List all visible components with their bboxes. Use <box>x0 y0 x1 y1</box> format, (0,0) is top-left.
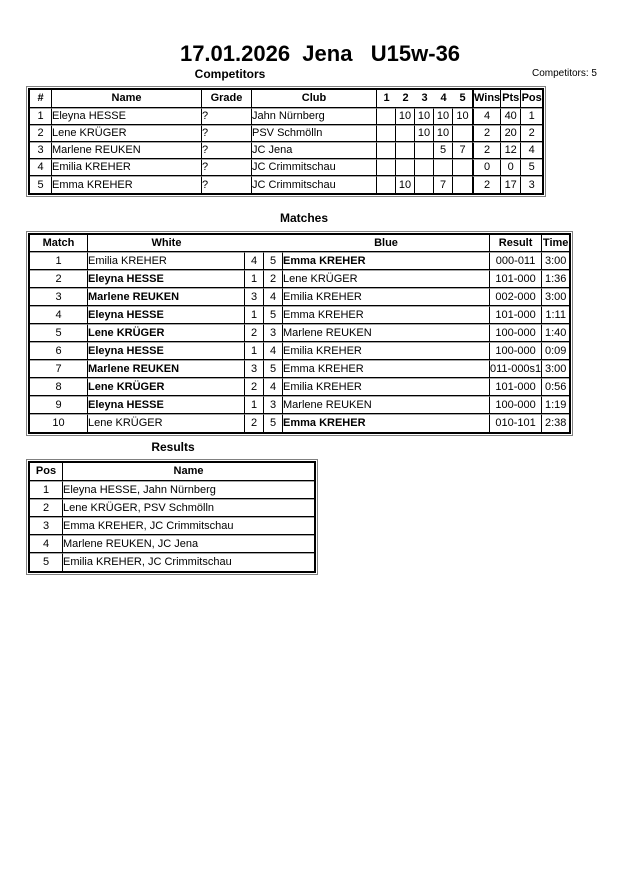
result-row <box>30 499 314 517</box>
blue-fighter-name: Emma KREHER <box>283 252 490 270</box>
competitor-club: JC Crimmitschau <box>252 176 377 193</box>
white-fighter-number: 1 <box>245 270 264 288</box>
white-fighter-name: Eleyna HESSE <box>88 306 245 324</box>
competitor-club: JC Jena <box>252 142 377 159</box>
score-vs-5 <box>453 159 472 176</box>
match-time: 1:36 <box>542 270 569 288</box>
competitors-table <box>28 88 544 195</box>
match-result: 101-000 <box>490 270 542 288</box>
white-fighter-number: 3 <box>245 360 264 378</box>
match-number: 8 <box>30 378 88 396</box>
score-vs-4: 7 <box>434 176 453 193</box>
result-name-club: Emilia KREHER, JC Crimmitschau <box>63 553 314 571</box>
competitor-points: 17 <box>501 176 521 193</box>
score-vs-2: 10 <box>396 108 415 125</box>
col-white-num <box>245 235 264 252</box>
score-vs-1 <box>377 176 396 193</box>
blue-fighter-number: 3 <box>264 324 283 342</box>
col-grade: Grade <box>202 90 252 108</box>
white-fighter-name: Marlene REUKEN <box>88 288 245 306</box>
match-number: 1 <box>30 252 88 270</box>
match-time: 3:00 <box>542 360 569 378</box>
score-vs-2 <box>396 159 415 176</box>
match-result: 101-000 <box>490 378 542 396</box>
match-time: 1:11 <box>542 306 569 324</box>
competitor-number: 5 <box>30 176 52 193</box>
matches-header-row <box>30 235 569 252</box>
col-blue: Blue <box>283 235 490 252</box>
competitor-wins: 2 <box>472 176 501 193</box>
result-position: 2 <box>30 499 63 517</box>
score-vs-4: 5 <box>434 142 453 159</box>
white-fighter-name: Eleyna HESSE <box>88 270 245 288</box>
white-fighter-number: 4 <box>245 252 264 270</box>
blue-fighter-name: Marlene REUKEN <box>283 396 490 414</box>
match-number: 4 <box>30 306 88 324</box>
col-wins: Wins <box>472 90 501 108</box>
white-fighter-name: Eleyna HESSE <box>88 342 245 360</box>
match-result: 002-000 <box>490 288 542 306</box>
col-club: Club <box>252 90 377 108</box>
white-fighter-name: Emilia KREHER <box>88 252 245 270</box>
blue-fighter-name: Lene KRÜGER <box>283 270 490 288</box>
match-number: 9 <box>30 396 88 414</box>
competitor-name: Lene KRÜGER <box>52 125 202 142</box>
col-result: Result <box>490 235 542 252</box>
result-row <box>30 553 314 571</box>
col-opp-5: 5 <box>453 90 472 108</box>
competitor-number: 4 <box>30 159 52 176</box>
competitors-count: Competitors: 5 <box>531 68 597 79</box>
score-vs-1 <box>377 108 396 125</box>
match-row <box>30 396 569 414</box>
blue-fighter-number: 2 <box>264 270 283 288</box>
competitor-grade: ? <box>202 176 252 193</box>
blue-fighter-number: 4 <box>264 342 283 360</box>
competitor-wins: 4 <box>472 108 501 125</box>
competitor-number: 2 <box>30 125 52 142</box>
match-result: 100-000 <box>490 324 542 342</box>
white-fighter-number: 1 <box>245 342 264 360</box>
col-result-pos: Pos <box>30 463 63 481</box>
score-vs-1 <box>377 125 396 142</box>
competitor-row <box>30 159 542 176</box>
blue-fighter-number: 5 <box>264 360 283 378</box>
match-row <box>30 252 569 270</box>
white-fighter-number: 1 <box>245 306 264 324</box>
result-row <box>30 535 314 553</box>
match-row <box>30 306 569 324</box>
result-name-club: Emma KREHER, JC Crimmitschau <box>63 517 314 535</box>
blue-fighter-name: Emma KREHER <box>283 414 490 432</box>
col-match: Match <box>30 235 88 252</box>
matches-heading: Matches <box>279 211 329 225</box>
col-blue-num <box>264 235 283 252</box>
match-row <box>30 414 569 432</box>
white-fighter-number: 2 <box>245 324 264 342</box>
score-vs-1 <box>377 142 396 159</box>
match-time: 1:19 <box>542 396 569 414</box>
competitor-number: 1 <box>30 108 52 125</box>
score-vs-3 <box>415 176 434 193</box>
competitor-position: 4 <box>521 142 542 159</box>
match-row <box>30 324 569 342</box>
score-vs-3: 10 <box>415 108 434 125</box>
match-time: 3:00 <box>542 288 569 306</box>
col-opp-1: 1 <box>377 90 396 108</box>
col-name: Name <box>52 90 202 108</box>
results-heading: Results <box>151 440 195 454</box>
score-vs-3 <box>415 159 434 176</box>
col-time: Time <box>542 235 569 252</box>
competitor-wins: 2 <box>472 142 501 159</box>
page-title: 17.01.2026 Jena U15w-36 <box>179 41 461 66</box>
match-number: 5 <box>30 324 88 342</box>
score-vs-4: 10 <box>434 108 453 125</box>
competitor-grade: ? <box>202 108 252 125</box>
competitors-heading: Competitors <box>194 67 266 81</box>
match-result: 100-000 <box>490 342 542 360</box>
score-vs-5: 7 <box>453 142 472 159</box>
score-vs-5: 10 <box>453 108 472 125</box>
result-position: 4 <box>30 535 63 553</box>
match-number: 3 <box>30 288 88 306</box>
blue-fighter-number: 5 <box>264 306 283 324</box>
competitor-name: Marlene REUKEN <box>52 142 202 159</box>
score-vs-3 <box>415 142 434 159</box>
white-fighter-number: 3 <box>245 288 264 306</box>
match-time: 0:56 <box>542 378 569 396</box>
white-fighter-name: Lene KRÜGER <box>88 324 245 342</box>
result-row <box>30 481 314 499</box>
competitor-club: JC Crimmitschau <box>252 159 377 176</box>
results-table <box>28 461 316 573</box>
match-row <box>30 378 569 396</box>
white-fighter-number: 2 <box>245 414 264 432</box>
result-position: 5 <box>30 553 63 571</box>
result-row <box>30 517 314 535</box>
col-opp-3: 3 <box>415 90 434 108</box>
result-position: 1 <box>30 481 63 499</box>
competitor-wins: 0 <box>472 159 501 176</box>
competitor-points: 12 <box>501 142 521 159</box>
competitor-name: Emilia KREHER <box>52 159 202 176</box>
blue-fighter-name: Emilia KREHER <box>283 378 490 396</box>
result-position: 3 <box>30 517 63 535</box>
competitor-points: 0 <box>501 159 521 176</box>
competitor-position: 2 <box>521 125 542 142</box>
competitor-grade: ? <box>202 142 252 159</box>
match-time: 1:40 <box>542 324 569 342</box>
competitor-position: 5 <box>521 159 542 176</box>
blue-fighter-name: Emilia KREHER <box>283 342 490 360</box>
col-number: # <box>30 90 52 108</box>
col-opp-2: 2 <box>396 90 415 108</box>
match-result: 000-011 <box>490 252 542 270</box>
blue-fighter-number: 4 <box>264 378 283 396</box>
score-vs-2 <box>396 142 415 159</box>
col-pos: Pos <box>521 90 542 108</box>
competitors-header-row <box>30 90 542 108</box>
match-number: 2 <box>30 270 88 288</box>
match-row <box>30 360 569 378</box>
competitor-club: PSV Schmölln <box>252 125 377 142</box>
match-time: 3:00 <box>542 252 569 270</box>
result-name-club: Eleyna HESSE, Jahn Nürnberg <box>63 481 314 499</box>
col-result-name: Name <box>63 463 314 481</box>
score-vs-5 <box>453 176 472 193</box>
match-result: 100-000 <box>490 396 542 414</box>
match-time: 0:09 <box>542 342 569 360</box>
match-result: 010-101 <box>490 414 542 432</box>
competitor-club: Jahn Nürnberg <box>252 108 377 125</box>
blue-fighter-name: Emma KREHER <box>283 360 490 378</box>
competitor-name: Eleyna HESSE <box>52 108 202 125</box>
competitor-row <box>30 176 542 193</box>
col-opp-4: 4 <box>434 90 453 108</box>
score-vs-2 <box>396 125 415 142</box>
match-row <box>30 270 569 288</box>
white-fighter-name: Lene KRÜGER <box>88 378 245 396</box>
competitor-position: 1 <box>521 108 542 125</box>
blue-fighter-number: 3 <box>264 396 283 414</box>
competitor-name: Emma KREHER <box>52 176 202 193</box>
score-vs-5 <box>453 125 472 142</box>
competitor-points: 20 <box>501 125 521 142</box>
score-vs-2: 10 <box>396 176 415 193</box>
col-pts: Pts <box>501 90 521 108</box>
match-row <box>30 342 569 360</box>
matches-table <box>28 233 571 434</box>
white-fighter-number: 2 <box>245 378 264 396</box>
white-fighter-name: Lene KRÜGER <box>88 414 245 432</box>
match-result: 011-000s1 <box>490 360 542 378</box>
match-number: 6 <box>30 342 88 360</box>
competitor-row <box>30 142 542 159</box>
blue-fighter-number: 5 <box>264 414 283 432</box>
blue-fighter-name: Marlene REUKEN <box>283 324 490 342</box>
competitor-grade: ? <box>202 125 252 142</box>
match-number: 10 <box>30 414 88 432</box>
blue-fighter-name: Emilia KREHER <box>283 288 490 306</box>
white-fighter-number: 1 <box>245 396 264 414</box>
result-name-club: Marlene REUKEN, JC Jena <box>63 535 314 553</box>
competitor-grade: ? <box>202 159 252 176</box>
competitor-points: 40 <box>501 108 521 125</box>
score-vs-4 <box>434 159 453 176</box>
competitor-row <box>30 125 542 142</box>
competitor-number: 3 <box>30 142 52 159</box>
results-header-row <box>30 463 314 481</box>
white-fighter-name: Marlene REUKEN <box>88 360 245 378</box>
col-white: White <box>88 235 245 252</box>
competitor-position: 3 <box>521 176 542 193</box>
competitor-wins: 2 <box>472 125 501 142</box>
score-vs-3: 10 <box>415 125 434 142</box>
match-time: 2:38 <box>542 414 569 432</box>
blue-fighter-number: 5 <box>264 252 283 270</box>
score-vs-4: 10 <box>434 125 453 142</box>
competitor-row <box>30 108 542 125</box>
match-result: 101-000 <box>490 306 542 324</box>
match-number: 7 <box>30 360 88 378</box>
white-fighter-name: Eleyna HESSE <box>88 396 245 414</box>
result-name-club: Lene KRÜGER, PSV Schmölln <box>63 499 314 517</box>
blue-fighter-name: Emma KREHER <box>283 306 490 324</box>
blue-fighter-number: 4 <box>264 288 283 306</box>
match-row <box>30 288 569 306</box>
score-vs-1 <box>377 159 396 176</box>
